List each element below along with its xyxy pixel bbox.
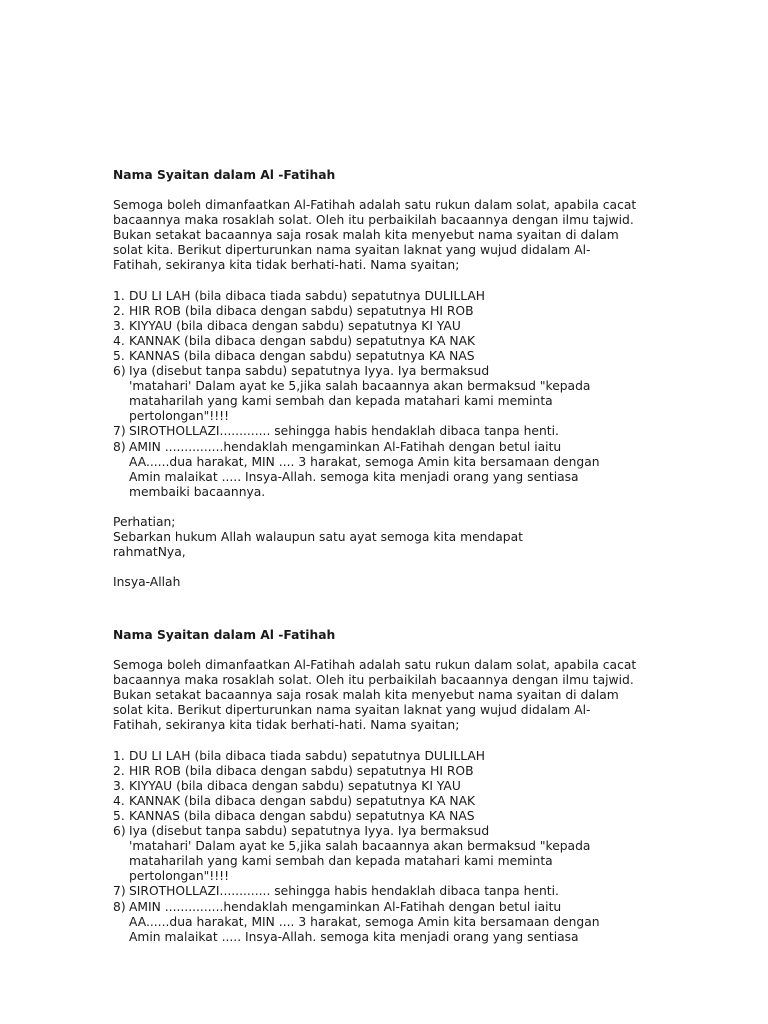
intro-paragraph [113,658,656,733]
item-number: 8) [113,439,126,454]
item-line: 'matahari' Dalam ayat ke 5,jika salah bacaannya akan bermaksud "kepada [129,379,591,394]
item-line: DU LI LAH (bila dibaca tiada sabdu) sepatutnya DULILLAH [129,748,486,763]
list-item [113,364,656,424]
item-line: membaiki bacaannya. [129,484,266,499]
item-number: 7) [113,424,126,439]
item-number: 4. [113,793,125,808]
article-section [113,628,656,945]
intro-line: bacaannya maka rosaklah solat. Oleh itu perbaikilah bacaannya dengan ilmu tajwid. [113,673,634,688]
intro-line: bacaannya maka rosaklah solat. Oleh itu perbaikilah bacaannya dengan ilmu tajwid. [113,213,634,228]
item-line: HIR ROB (bila dibaca dengan sabdu) sepatutnya HI ROB [129,763,474,778]
item-line: pertolongan"!!!! [129,869,230,884]
name-list [113,749,656,945]
item-number: 3. [113,778,125,793]
list-item [113,794,656,809]
item-line: Iya (disebut tanpa sabdu) sepatutnya Iyya. Iya bermaksud [129,824,490,839]
item-line: HIR ROB (bila dibaca dengan sabdu) sepatutnya HI ROB [129,303,474,318]
item-line: KIYYAU (bila dibaca dengan sabdu) sepatutnya KI YAU [129,778,461,793]
item-line: SIROTHOLLAZI............. sehingga habis hendaklah dibaca tanpa henti. [129,884,559,899]
item-number: 8) [113,899,126,914]
item-line: mataharilah yang kami sembah dan kepada matahari kami meminta [129,394,553,409]
list-item [113,749,656,764]
item-line: KANNAK (bila dibaca dengan sabdu) sepatutnya KA NAK [129,333,476,348]
item-line: pertolongan"!!!! [129,409,230,424]
list-item [113,319,656,334]
item-number: 5. [113,808,125,823]
list-item [113,824,656,884]
item-number: 6) [113,364,126,379]
article-section [113,168,656,590]
closing-line: rahmatNya, [113,545,186,560]
item-number: 1. [113,748,125,763]
item-line: KANNAS (bila dibaca dengan sabdu) sepatutnya KA NAS [129,808,475,823]
item-number: 6) [113,824,126,839]
intro-line: Fatihah, sekiranya kita tidak berhati-hati. Nama syaitan; [113,258,460,273]
list-item [113,764,656,779]
intro-line: solat kita. Berikut diperturunkan nama syaitan laknat yang wujud didalam Al- [113,703,591,718]
closing-note [113,515,656,590]
item-number: 7) [113,884,126,899]
name-list [113,289,656,500]
item-line: AMIN ...............hendaklah mengaminkan Al-Fatihah dengan betul iaitu [129,439,562,454]
item-line: KANNAS (bila dibaca dengan sabdu) sepatutnya KA NAS [129,348,475,363]
list-item [113,779,656,794]
list-item [113,809,656,824]
closing-line: Sebarkan hukum Allah walaupun satu ayat semoga kita mendapat [113,529,523,544]
item-line: DU LI LAH (bila dibaca tiada sabdu) sepatutnya DULILLAH [129,288,486,303]
item-number: 4. [113,333,125,348]
article-title: Nama Syaitan dalam Al -Fatihah [113,628,336,642]
item-line: KANNAK (bila dibaca dengan sabdu) sepatutnya KA NAK [129,793,476,808]
list-item [113,334,656,349]
intro-line: Fatihah, sekiranya kita tidak berhati-hati. Nama syaitan; [113,718,460,733]
intro-line: solat kita. Berikut diperturunkan nama syaitan laknat yang wujud didalam Al- [113,243,591,258]
article-title: Nama Syaitan dalam Al -Fatihah [113,168,336,182]
item-number: 5. [113,348,125,363]
item-number: 1. [113,288,125,303]
intro-line: Bukan setakat bacaannya saja rosak malah kita menyebut nama syaitan di dalam [113,228,619,243]
intro-line: Semoga boleh dimanfaatkan Al-Fatihah adalah satu rukun dalam solat, apabila cacat [113,658,637,673]
intro-paragraph [113,198,656,273]
item-line: Amin malaikat ..... Insya-Allah. semoga kita menjadi orang yang sentiasa [129,929,579,944]
item-number: 3. [113,318,125,333]
item-line: Iya (disebut tanpa sabdu) sepatutnya Iyya. Iya bermaksud [129,364,490,379]
list-item [113,900,656,945]
item-line: mataharilah yang kami sembah dan kepada matahari kami meminta [129,854,553,869]
intro-line: Semoga boleh dimanfaatkan Al-Fatihah adalah satu rukun dalam solat, apabila cacat [113,198,637,213]
item-number: 2. [113,763,125,778]
list-item [113,349,656,364]
item-line: KIYYAU (bila dibaca dengan sabdu) sepatutnya KI YAU [129,318,461,333]
list-item [113,424,656,439]
item-line: AA......dua harakat, MIN .... 3 harakat, semoga Amin kita bersamaan dengan [129,914,600,929]
closing-heading: Perhatian; [113,514,176,529]
item-line: AMIN ...............hendaklah mengaminkan Al-Fatihah dengan betul iaitu [129,899,562,914]
item-line: Amin malaikat ..... Insya-Allah. semoga kita menjadi orang yang sentiasa [129,469,579,484]
list-item [113,884,656,899]
intro-line: Bukan setakat bacaannya saja rosak malah kita menyebut nama syaitan di dalam [113,688,619,703]
item-line: AA......dua harakat, MIN .... 3 harakat, semoga Amin kita bersamaan dengan [129,454,600,469]
list-item [113,289,656,304]
list-item [113,304,656,319]
list-item [113,440,656,500]
item-number: 2. [113,303,125,318]
closing-signoff: Insya-Allah [113,575,181,590]
item-line: 'matahari' Dalam ayat ke 5,jika salah bacaannya akan bermaksud "kepada [129,839,591,854]
item-line: SIROTHOLLAZI............. sehingga habis hendaklah dibaca tanpa henti. [129,424,559,439]
